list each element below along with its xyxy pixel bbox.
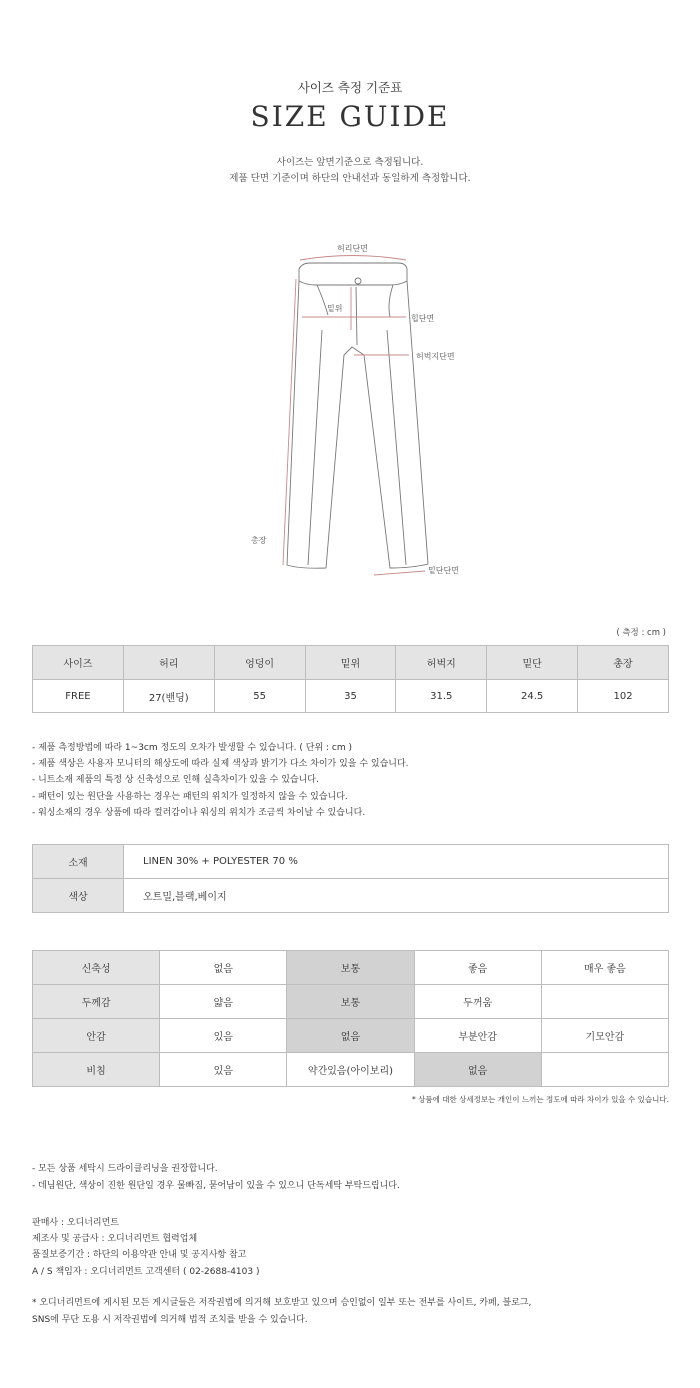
feature-label: 비침 <box>33 1053 160 1087</box>
header-cell: 엉덩이 <box>214 646 305 680</box>
table-row <box>33 879 669 913</box>
feature-option: 기모안감 <box>541 1019 668 1053</box>
table-row <box>33 680 669 713</box>
thigh-label: 허벅지단면 <box>416 352 455 361</box>
length-measure-line <box>283 279 296 565</box>
company-line: 품질보증기간 : 하단의 이용약관 안내 및 공지사항 참고 <box>32 1250 247 1261</box>
feature-label: 신축성 <box>33 951 160 985</box>
pants-illustration <box>240 235 480 585</box>
waist-measure-line <box>300 256 406 261</box>
copyright-line: * 오디너리먼트에 게시된 모든 게시글들은 저작권법에 의거해 보호받고 있으며 승인없이 일부 또는 전부를 사이트, 카페, 블로그, <box>32 1298 532 1308</box>
care-instructions <box>32 1161 400 1194</box>
measurement-notes <box>32 740 409 821</box>
table-row <box>33 1053 669 1087</box>
hem-label: 밑단단면 <box>428 566 459 575</box>
note-line: - 패턴이 있는 원단을 사용하는 경우는 패턴의 위치가 일정하지 않을 수 있습니다. <box>32 791 348 802</box>
feature-option: 있음 <box>160 1019 287 1053</box>
material-label: 소재 <box>33 845 124 879</box>
feature-label: 안감 <box>33 1019 160 1053</box>
note-line: - 워싱소재의 경우 상품에 따라 컬러감이나 워싱의 위치가 조금씩 차이날 수 있습니다. <box>32 807 366 818</box>
intro-text <box>0 155 700 187</box>
table-row <box>33 985 669 1019</box>
feature-option: 얇음 <box>160 985 287 1019</box>
table-cell: 55 <box>214 680 305 713</box>
page-title: SIZE GUIDE <box>250 100 450 133</box>
intro-line: 사이즈는 앞면기준으로 측정됩니다. <box>276 157 424 168</box>
waist-label: 허리단면 <box>337 244 368 253</box>
color-value: 오트밀,블랙,베이지 <box>124 879 669 913</box>
right-crease <box>387 330 406 565</box>
fly-seam <box>356 287 357 345</box>
waistband-outline <box>299 263 407 285</box>
company-line: 판매사 : 오디너리먼트 <box>32 1218 120 1228</box>
table-cell: 24.5 <box>487 680 578 713</box>
feature-label: 두께감 <box>33 985 160 1019</box>
intro-line: 제품 단면 기준이며 하단의 안내선과 동일하게 측정합니다. <box>229 173 471 184</box>
rise-label: 밑위 <box>327 304 343 313</box>
feature-option-selected: 없음 <box>287 1019 414 1053</box>
left-crease <box>308 330 322 565</box>
feature-option-selected: 보통 <box>287 985 414 1019</box>
company-info <box>32 1215 259 1280</box>
size-table <box>32 645 669 713</box>
copyright-line: SNS에 무단 도용 시 저작권법에 의거해 법적 조치를 받을 수 있습니다. <box>32 1314 308 1325</box>
feature-option: 좋음 <box>414 951 541 985</box>
note-line: - 제품 색상은 사용자 모니터의 해상도에 따라 실제 색상과 밝기가 다소 차이가 있을 수 있습니다. <box>32 759 409 770</box>
color-label: 색상 <box>33 879 124 913</box>
button-outline <box>355 278 361 284</box>
header-cell: 사이즈 <box>33 646 124 680</box>
care-line: - 데님원단, 색상이 진한 원단일 경우 물빠짐, 묻어남이 있을 수 있으니 단독세탁 부탁드립니다. <box>32 1180 400 1191</box>
page-subtitle: 사이즈 측정 기준표 <box>297 80 403 95</box>
material-value: LINEN 30% + POLYESTER 70 % <box>124 845 669 879</box>
table-row <box>33 1019 669 1053</box>
material-table <box>32 844 669 913</box>
note-line: - 니트소재 제품의 특정 상 신축성으로 인해 실측차이가 있을 수 있습니다. <box>32 775 319 786</box>
feature-option <box>541 1053 668 1087</box>
feature-option-selected: 보통 <box>287 951 414 985</box>
hip-label: 힙단면 <box>411 314 435 323</box>
header-cell: 총장 <box>578 646 669 680</box>
table-cell: 27(밴딩) <box>123 680 214 713</box>
table-cell: FREE <box>33 680 124 713</box>
feature-option-selected: 없음 <box>414 1053 541 1087</box>
table-cell: 102 <box>578 680 669 713</box>
company-line: A / S 책임자 : 오디너리먼트 고객센터 ( 02-2688-4103 ) <box>32 1266 260 1277</box>
unit-note: ( 측정 : cm ) <box>616 628 666 638</box>
feature-option: 있음 <box>160 1053 287 1087</box>
feature-option: 약간있음(아이보리) <box>287 1053 414 1087</box>
company-line: 제조사 및 공급사 : 오디너리먼트 협력업체 <box>32 1234 198 1245</box>
header-cell: 허리 <box>123 646 214 680</box>
pants-outline <box>287 281 428 568</box>
feature-option: 매우 좋음 <box>541 951 668 985</box>
table-cell: 35 <box>305 680 396 713</box>
length-label: 총장 <box>251 536 267 545</box>
right-pocket <box>389 285 393 317</box>
care-line: - 모든 상품 세탁시 드라이클리닝을 권장합니다. <box>32 1164 218 1174</box>
header-cell: 밑위 <box>305 646 396 680</box>
hem-measure-line <box>374 571 425 575</box>
size-table-header <box>33 646 669 680</box>
table-row <box>33 951 669 985</box>
copyright-notice <box>32 1295 531 1329</box>
feature-table <box>32 950 669 1087</box>
feature-option: 두꺼움 <box>414 985 541 1019</box>
header-cell: 허벅지 <box>396 646 487 680</box>
feature-option: 없음 <box>160 951 287 985</box>
pants-diagram <box>240 235 480 585</box>
feature-option <box>541 985 668 1019</box>
feature-note: * 상품에 대한 상세정보는 개인이 느끼는 정도에 따라 차이가 있을 수 있습니다. <box>412 1095 669 1104</box>
table-row <box>33 845 669 879</box>
note-line: - 제품 측정방법에 따라 1~3cm 정도의 오차가 발생할 수 있습니다. ( 단위 : cm ) <box>32 743 352 753</box>
feature-option: 부분안감 <box>414 1019 541 1053</box>
table-cell: 31.5 <box>396 680 487 713</box>
header-cell: 밑단 <box>487 646 578 680</box>
